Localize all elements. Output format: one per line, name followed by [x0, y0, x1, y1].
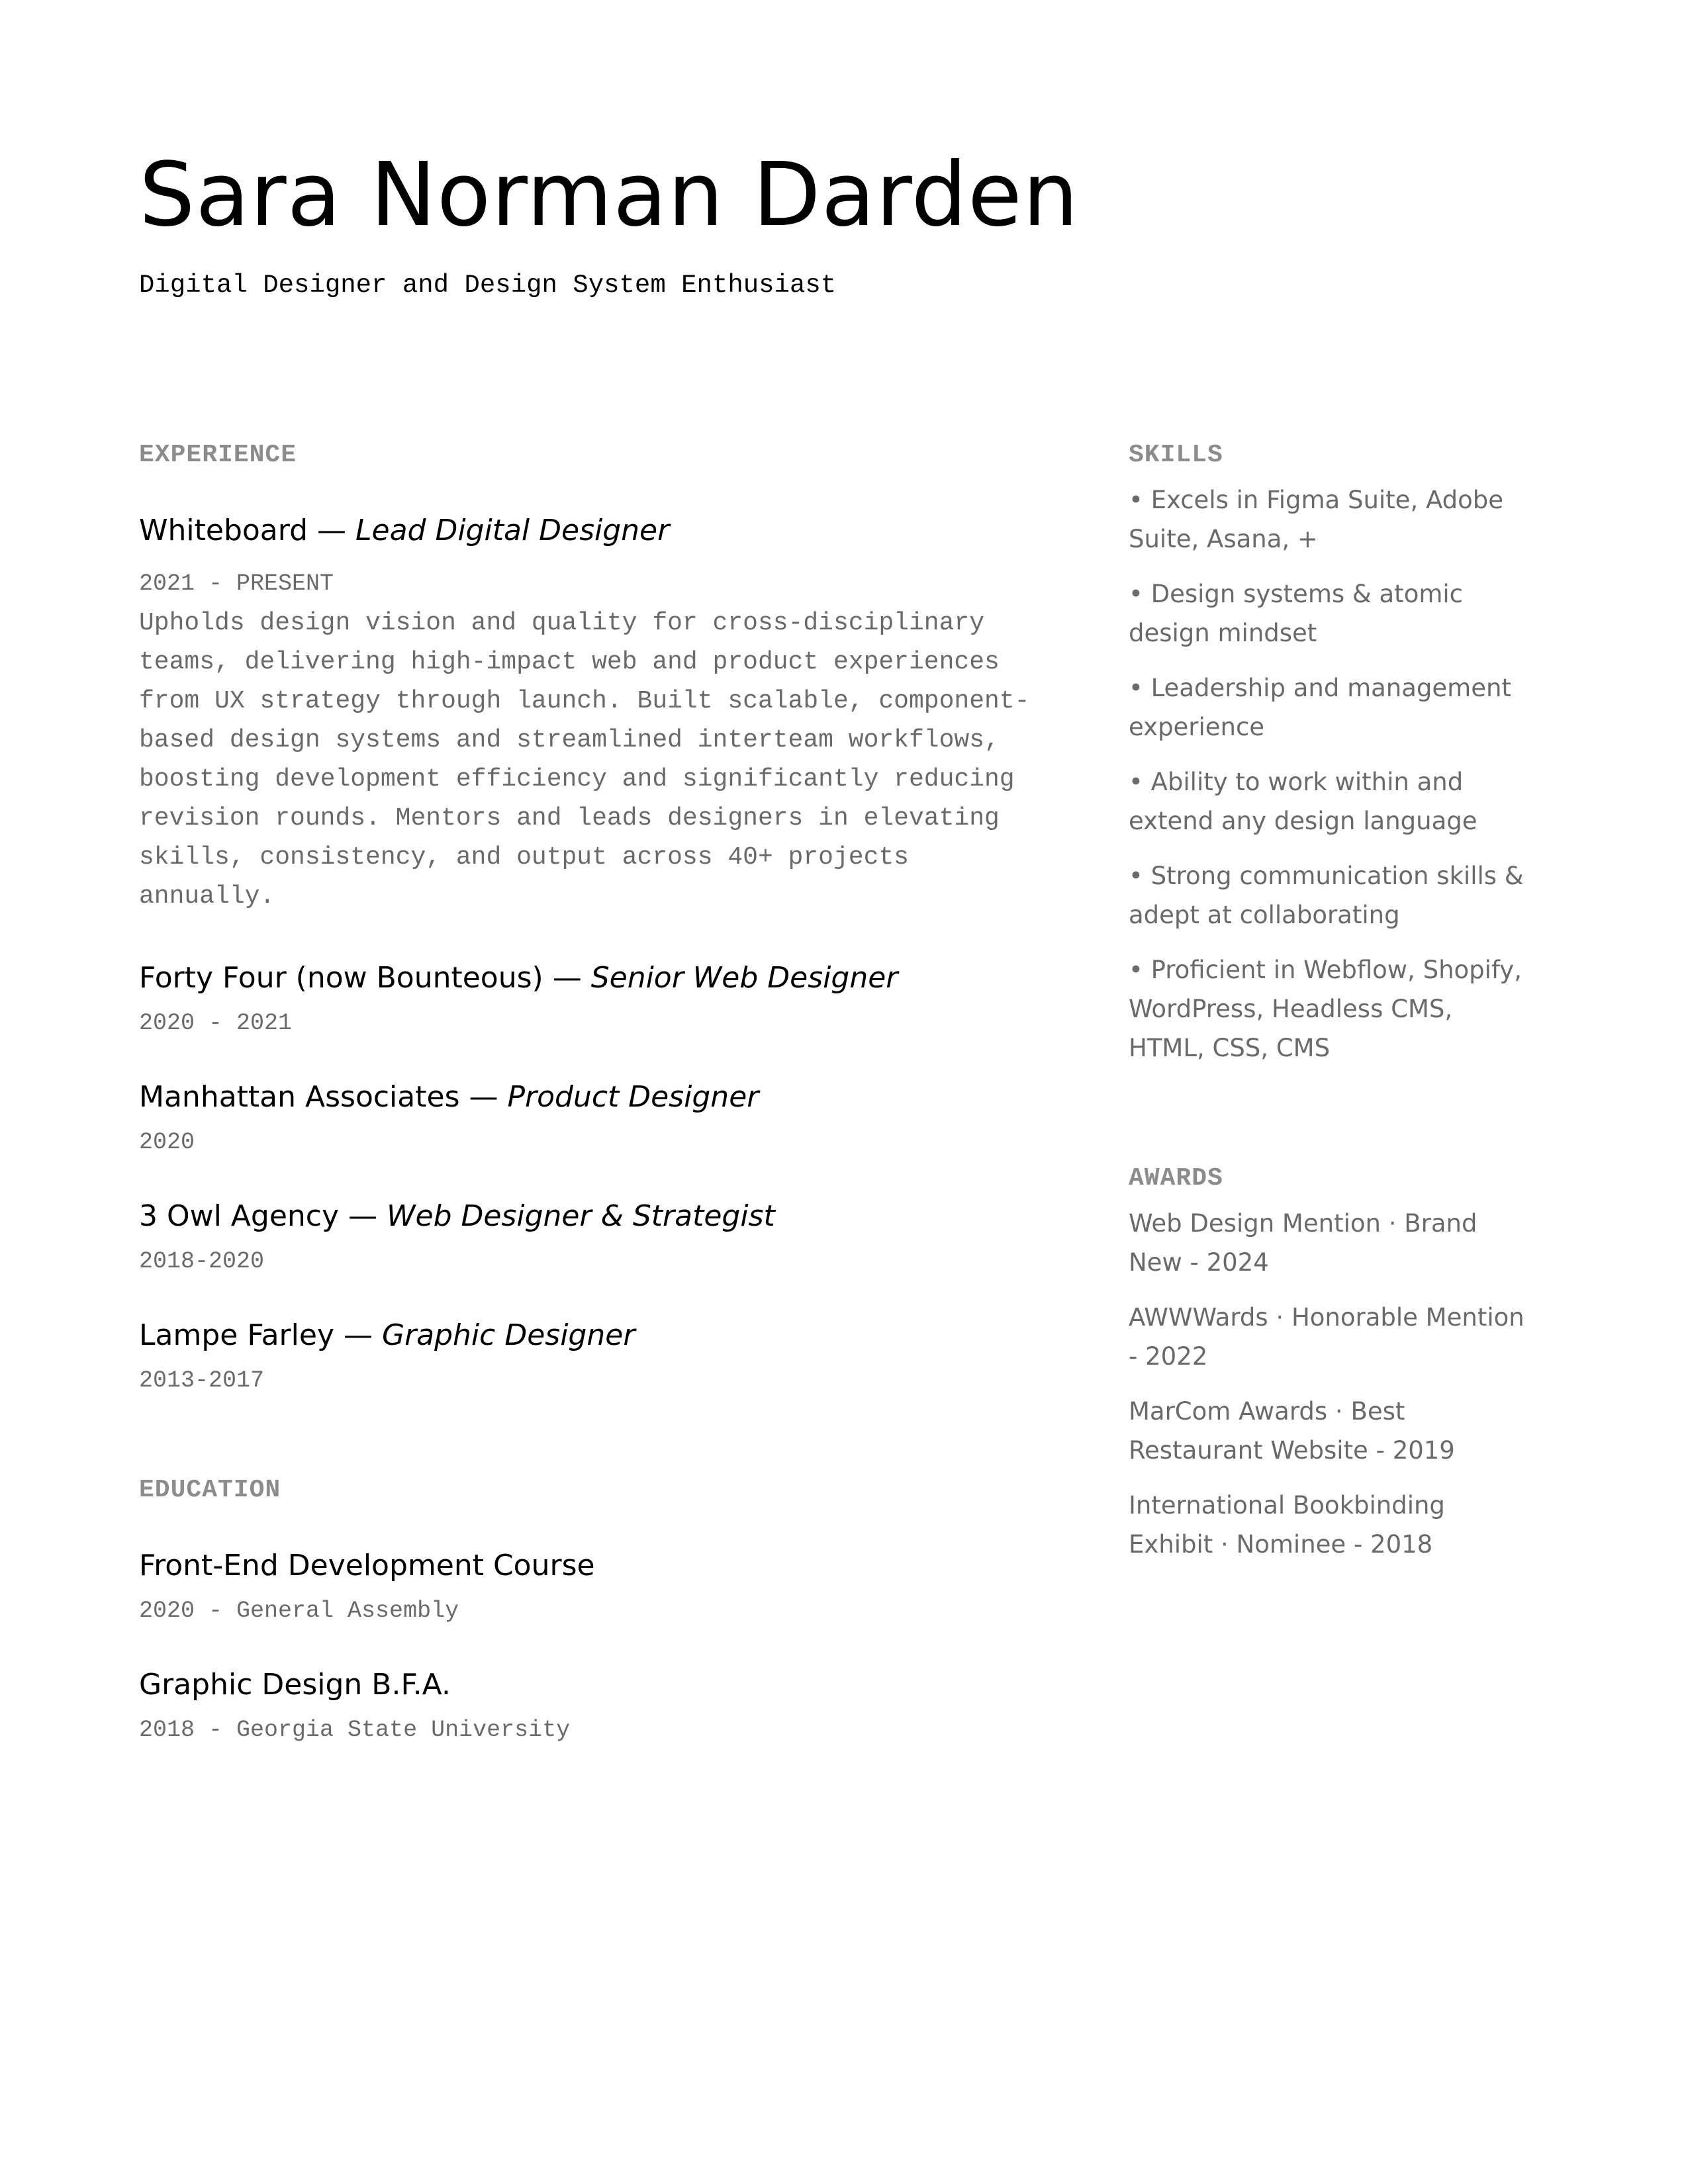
job-description: Upholds design vision and quality for cross-disciplinary teams, delivering high-impact web and product experiences from UX strategy through launch. Built scalable, component-based design systems and streamlined interteam workflows, boosting development efficiency and significantly reducing revision rounds. Mentors and leads designers in elevating skills, consistency, and output across 40+ projects annually. — [139, 609, 1030, 911]
job-entry — [139, 1197, 1059, 1279]
skills-heading: SKILLS — [1129, 441, 1223, 469]
education-heading: EDUCATION — [139, 1476, 281, 1504]
education-section — [139, 1472, 1059, 1747]
job-dates: 2020 - 2021 — [139, 1010, 293, 1036]
experience-heading: EXPERIENCE — [139, 441, 297, 469]
awards-heading: AWARDS — [1129, 1164, 1223, 1193]
job-dates: 2018-2020 — [139, 1248, 265, 1275]
job-title — [139, 1197, 1059, 1236]
job-role: Senior Web Designer — [590, 961, 898, 995]
job-company: Manhattan Associates — [139, 1080, 460, 1114]
job-title — [139, 1077, 1059, 1117]
job-separator: — — [308, 514, 355, 547]
awards-section — [1129, 1160, 1526, 1564]
education-title: Graphic Design B.F.A. — [139, 1668, 451, 1702]
candidate-tagline: Digital Designer and Design System Enthusiast — [139, 271, 837, 300]
candidate-name: Sara Norman Darden — [139, 144, 1080, 246]
job-role: Web Designer & Strategist — [387, 1199, 775, 1233]
job-entry — [139, 511, 1059, 916]
job-company: Forty Four (now Bounteous) — [139, 961, 543, 995]
job-dates: 2020 — [139, 1129, 195, 1156]
job-title — [139, 958, 1059, 998]
job-entry — [139, 1316, 1059, 1398]
job-separator: — — [543, 961, 591, 995]
resume-header — [139, 142, 1549, 302]
education-details: 2020 - General Assembly — [139, 1598, 459, 1624]
skills-section — [1129, 437, 1526, 1068]
job-separator: — — [459, 1080, 508, 1114]
skill-item: • Strong communication skills & adept at collaborating — [1129, 862, 1524, 929]
education-entry — [139, 1665, 1059, 1747]
award-item: Web Design Mention · Brand New - 2024 — [1129, 1209, 1477, 1277]
job-role: Lead Digital Designer — [355, 514, 670, 547]
job-company: Lampe Farley — [139, 1318, 334, 1352]
skill-item: • Proficient in Webflow, Shopify, WordPress, Headless CMS, HTML, CSS, CMS — [1129, 956, 1522, 1062]
job-company: 3 Owl Agency — [139, 1199, 340, 1233]
job-separator: — — [339, 1199, 387, 1233]
education-details: 2018 - Georgia State University — [139, 1717, 571, 1743]
job-title — [139, 1316, 1059, 1355]
experience-section — [139, 437, 1059, 1398]
education-entry — [139, 1546, 1059, 1628]
award-item: International Bookbinding Exhibit · Nominee - 2018 — [1129, 1491, 1445, 1559]
job-entry — [139, 1077, 1059, 1160]
job-dates: 2021 - PRESENT — [139, 570, 334, 597]
job-title — [139, 511, 1059, 551]
award-item: MarCom Awards · Best Restaurant Website - 2019 — [1129, 1397, 1455, 1465]
skill-item: • Leadership and management experience — [1129, 674, 1511, 741]
skill-item: • Design systems & atomic design mindset — [1129, 580, 1463, 647]
skill-item: • Ability to work within and extend any design language — [1129, 768, 1477, 835]
job-company: Whiteboard — [139, 514, 308, 547]
job-role: Graphic Designer — [381, 1318, 635, 1352]
skill-item: • Excels in Figma Suite, Adobe Suite, Asana, + — [1129, 486, 1504, 553]
job-separator: — — [334, 1318, 382, 1352]
award-item: AWWWards · Honorable Mention - 2022 — [1129, 1303, 1524, 1371]
job-dates: 2013-2017 — [139, 1367, 265, 1394]
left-column — [139, 437, 1059, 1747]
job-entry — [139, 958, 1059, 1040]
right-column — [1129, 437, 1526, 1564]
education-title: Front-End Development Course — [139, 1549, 595, 1582]
job-role: Product Designer — [507, 1080, 759, 1114]
